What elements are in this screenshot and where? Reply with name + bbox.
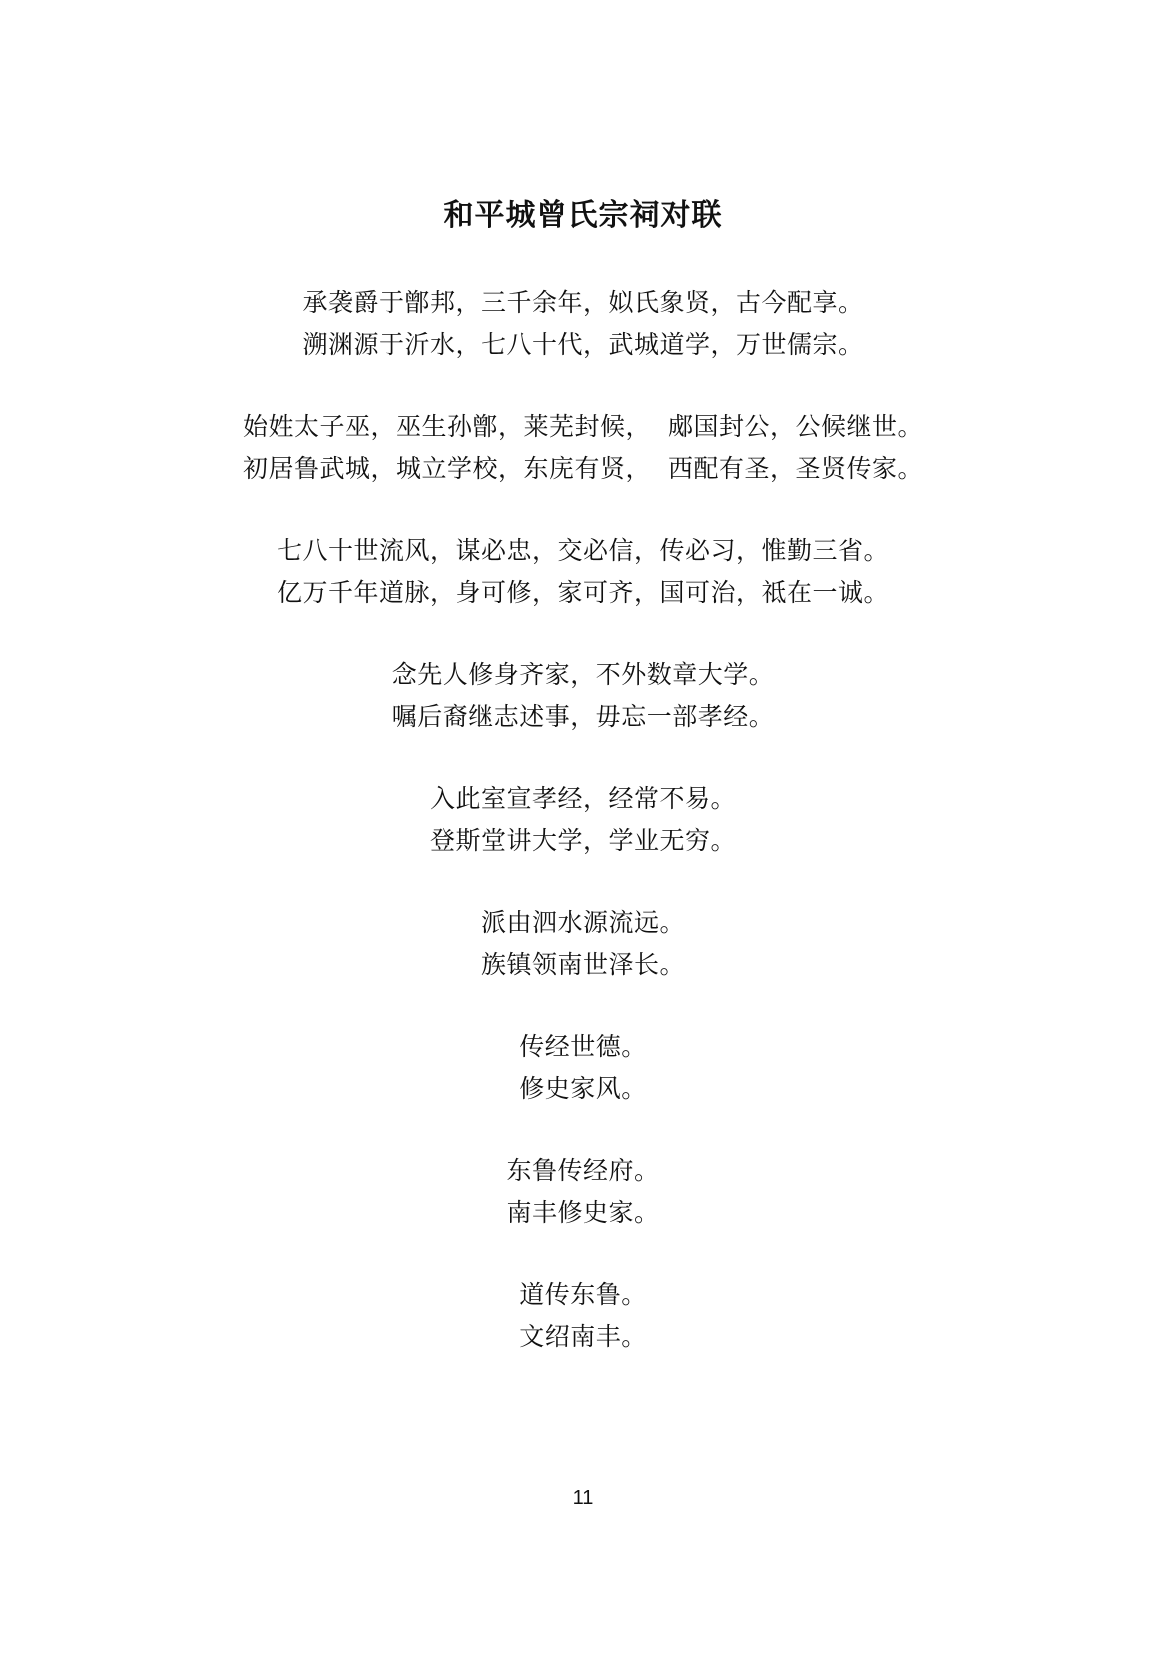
- page-number: 11: [572, 1487, 594, 1509]
- couplet-lower-line: 族镇领南世泽长。: [480, 950, 685, 979]
- couplet-upper-line: 七八十世流风，谋必忠，交必信，传必习，惟勤三省。: [276, 536, 889, 565]
- couplet-upper-line: 道传东鲁。: [519, 1280, 647, 1309]
- couplet-upper-line: 东鲁传经府。: [506, 1156, 660, 1185]
- couplet-lower-line: 初居鲁武城，城立学校，东庑有贤， 西配有圣，圣贤传家。: [243, 454, 923, 483]
- couplet-lower-line: 南丰修史家。: [506, 1198, 660, 1227]
- couplet-lower-line: 溯渊源于沂水，七八十代，武城道学，万世儒宗。: [302, 330, 864, 359]
- couplet: [0, 282, 1166, 366]
- couplet-upper-line: 传经世德。: [519, 1032, 647, 1061]
- couplet-lower-line: 亿万千年道脉，身可修，家可齐，国可治，祗在一诚。: [276, 578, 889, 607]
- couplet: [0, 1274, 1166, 1358]
- couplet-upper-line: 承袭爵于鄫邦，三千余年，姒氏象贤，古今配享。: [302, 288, 864, 317]
- couplet: [0, 778, 1166, 862]
- couplet-list: [0, 282, 1166, 1398]
- couplet: [0, 1026, 1166, 1110]
- couplet-upper-line: 派由泗水源流远。: [480, 908, 685, 937]
- couplet-lower-line: 文绍南丰。: [519, 1322, 647, 1351]
- couplet: [0, 1150, 1166, 1234]
- couplet-lower-line: 嘱后裔继志述事，毋忘一部孝经。: [391, 702, 775, 731]
- page-title: 和平城曾氏宗祠对联: [443, 198, 723, 233]
- couplet: [0, 406, 1166, 490]
- couplet: [0, 530, 1166, 614]
- couplet: [0, 654, 1166, 738]
- couplet-lower-line: 修史家风。: [519, 1074, 647, 1103]
- couplet-upper-line: 始姓太子巫，巫生孙鄫，莱芜封候， 郕国封公，公候继世。: [243, 412, 923, 441]
- couplet-upper-line: 入此室宣孝经，经常不易。: [429, 784, 736, 813]
- couplet-lower-line: 登斯堂讲大学，学业无穷。: [429, 826, 736, 855]
- couplet-upper-line: 念先人修身齐家，不外数章大学。: [391, 660, 775, 689]
- couplet: [0, 902, 1166, 986]
